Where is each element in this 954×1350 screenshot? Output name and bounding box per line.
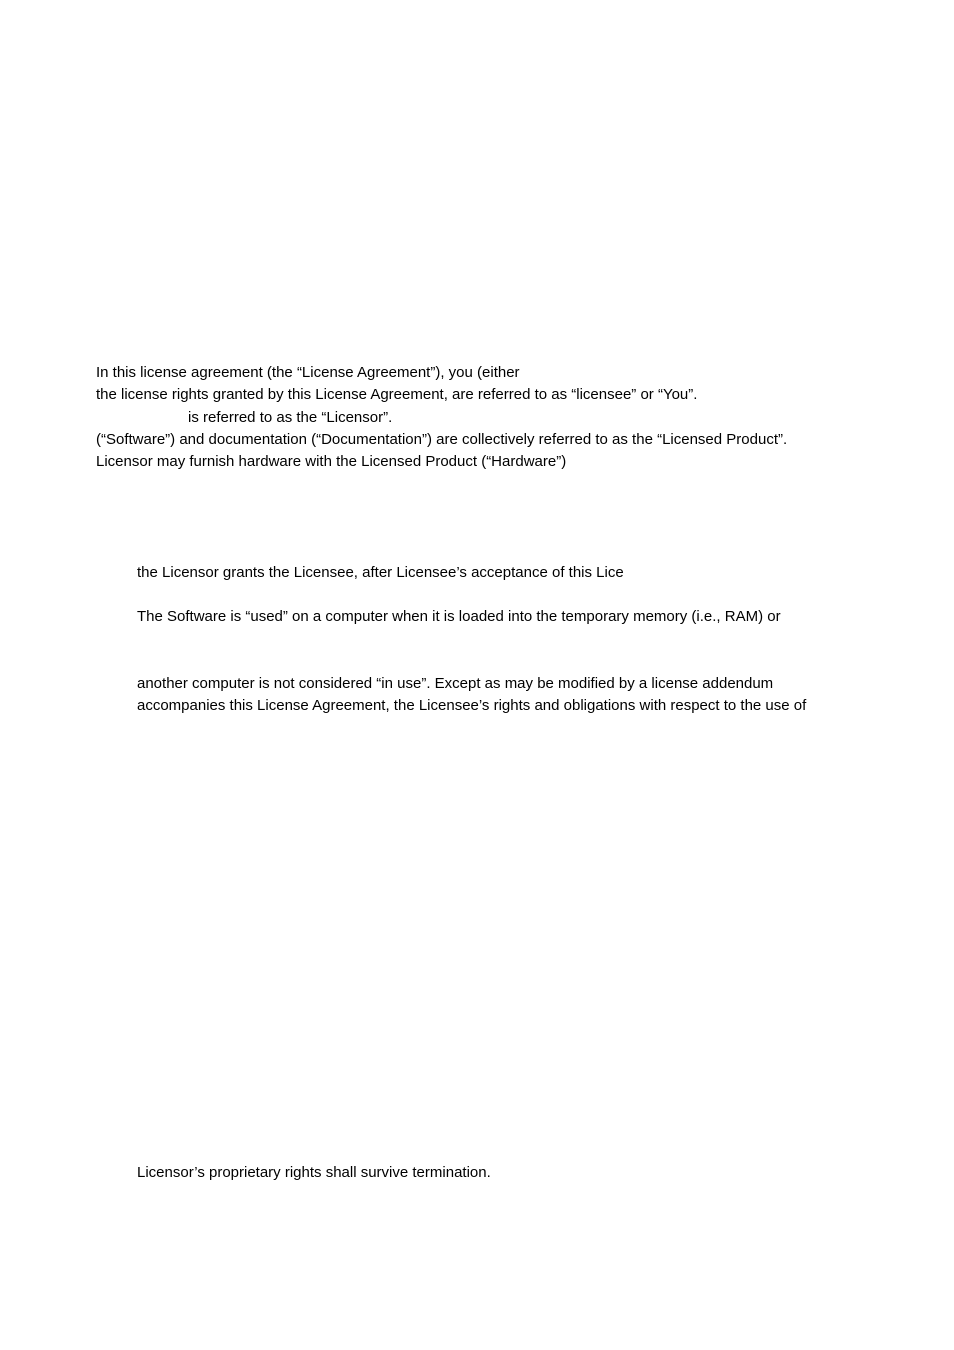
grant-line-2: The Software is “used” on a computer when it is loaded into the temporary memory (i.e., RAM) or [137,608,781,625]
intro-line-1: In this license agreement (the “License Agreement”), you (either [96,364,520,381]
grant-line-1: the Licensor grants the Licensee, after Licensee’s acceptance of this Lice [137,564,624,581]
termination-line-1: Licensor’s proprietary rights shall survive termination. [137,1164,491,1181]
intro-line-2: the license rights granted by this License Agreement, are referred to as “licensee” or “You”. [96,386,698,403]
intro-line-3: is referred to as the “Licensor”. [188,409,393,426]
grant-line-4: accompanies this License Agreement, the Licensee’s rights and obligations with respect to the use of [137,697,807,714]
intro-line-5: Licensor may furnish hardware with the Licensed Product (“Hardware”) [96,453,567,470]
grant-line-3: another computer is not considered “in use”. Except as may be modified by a license addendum [137,675,774,692]
intro-line-4: (“Software”) and documentation (“Documentation”) are collectively referred to as the “Licensed Product”. [96,431,788,448]
